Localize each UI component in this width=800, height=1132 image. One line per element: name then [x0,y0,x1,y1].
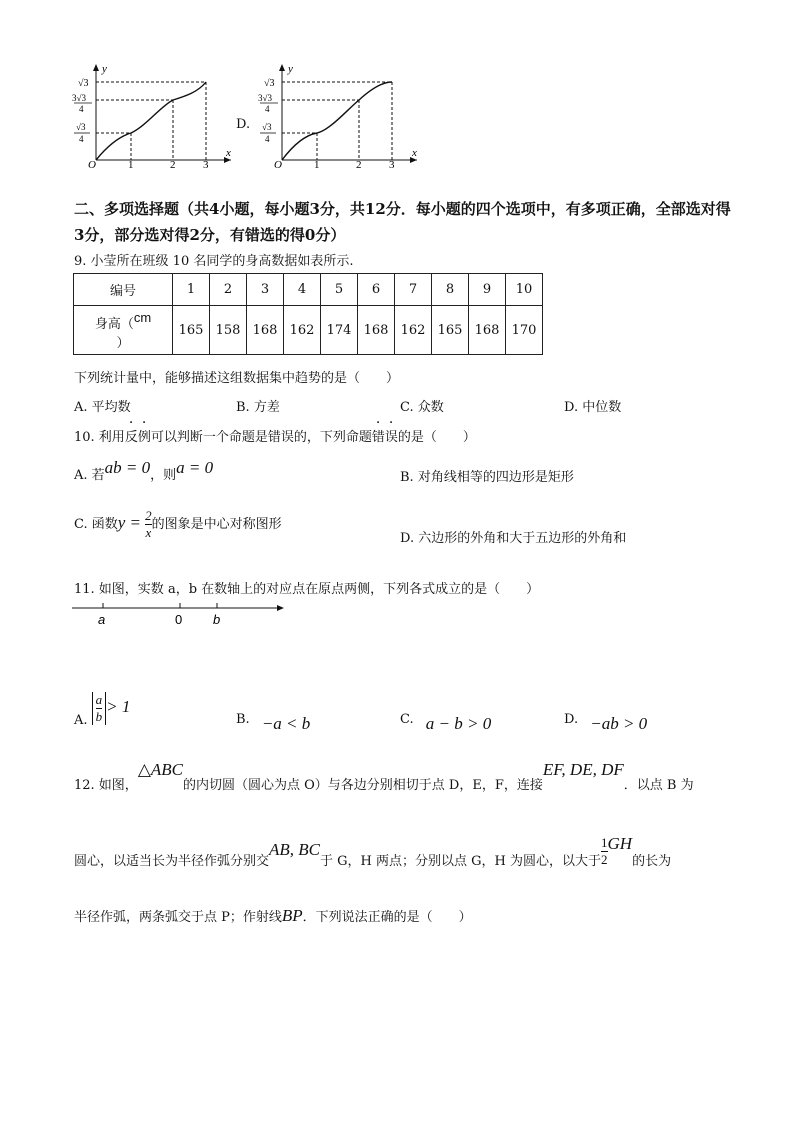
denominator: 2 [601,852,608,867]
math-expr: BP [281,906,303,925]
q12-line-2 [74,834,671,869]
q12-text: 12. 如图， [74,778,138,793]
math-expr: > 1 [106,697,131,716]
x-axis-label: x [412,147,417,159]
q10-option-c[interactable] [74,508,282,541]
x-tick-2: 2 [356,159,362,170]
y-axis-label: y [288,63,293,75]
table-header-id: 编号 [74,274,173,306]
q10-stem-part: 10. 利用 [74,430,125,445]
math-expr: −ab > 0 [590,714,648,733]
q11-option-c[interactable] [400,712,491,734]
math-expr: GH [607,834,633,853]
q11-stem: 11. 如图，实数 a，b 在数轴上的对应点在原点两侧，下列各式成立的是（ ） [74,582,540,597]
q9-option-c[interactable]: C. 众数 [400,400,444,415]
y-tick-sqrt3-4-num: √3 [262,122,272,132]
q9-question: 下列统计量中，能够描述这组数据集中趋势的是（ ） [74,371,400,386]
emphasis-char: 错 [371,430,385,445]
x-tick-3: 3 [203,159,209,170]
math-expr: a = 0 [176,458,214,477]
section-title: 二、多项选择题（共4小题，每小题3分，共12分．每小题的四个选项中，有多项正确，全部选对得3分，部分选对得2分，有错选的得0分） [74,200,731,244]
q9-stem: 9. 小莹所在班级 10 名同学的身高数据如表所示. [74,254,354,269]
table-cell: 10 [506,274,543,306]
table-cell: 4 [284,274,321,306]
denominator: x [145,525,152,540]
table-row [74,306,543,355]
fraction [96,692,103,725]
y-axis-label: y [102,63,107,75]
emphasis-char: 例 [137,430,151,445]
point-a-label: a [98,612,106,627]
math-expr: AB, BC [269,840,321,859]
y-tick-3sqrt3-den: 4 [79,104,84,114]
numerator: a [95,692,103,707]
table-cell: 1 [173,274,210,306]
x-tick-3: 3 [389,159,395,170]
table-cell: 6 [358,274,395,306]
q9-option-a[interactable]: A. 平均数 [74,400,131,415]
table-cell: 168 [358,306,395,355]
emphasis-char: 误 [384,430,398,445]
q10-option-b[interactable]: B. 对角线相等的四边形是矩形 [400,470,574,485]
y-tick-sqrt3-4-den: 4 [265,134,270,144]
q10-stem [74,426,476,445]
q12-line-1 [74,760,694,793]
option-label: A. [74,713,88,728]
numerator: 2 [145,508,152,523]
q12-text: ．下列说法正确的是（ ） [302,910,472,925]
option-label: D. [564,712,579,727]
math-expr: a − b > 0 [425,714,492,733]
graph-option-d [252,60,422,170]
q10-option-a[interactable] [74,458,213,483]
x-tick-2: 2 [170,159,176,170]
table-cell: 5 [321,274,358,306]
math-expr: y = [117,513,142,532]
y-tick-3sqrt3-num: 3√3 [72,93,86,103]
option-text: C. 函数 [74,517,118,532]
q10-stem-part: 可以判断一个命题是错误的，下列命题 [150,430,372,445]
y-tick-3sqrt3-num: 3√3 [258,93,272,103]
math-expr: ab = 0 [104,458,151,477]
q11-option-a[interactable] [74,692,130,728]
q11-option-d[interactable] [564,712,647,734]
table-cell: 158 [210,306,247,355]
q12-text: 于 G，H 两点；分别以点 G，H 为圆心，以大于 [320,854,601,869]
q10-option-d[interactable]: D. 六边形的外角和大于五边形的外角和 [400,531,627,546]
table-cell: 165 [432,306,469,355]
q12-text: 的长为 [632,854,672,869]
height-header-text: 身高（ [94,316,134,332]
numerator: 1 [601,835,608,850]
table-cell: 162 [284,306,321,355]
y-tick-sqrt3: √3 [264,78,275,89]
q9-option-b[interactable]: B. 方差 [236,400,280,415]
number-line [72,600,287,630]
q10-stem-part: 的是（ ） [397,430,476,445]
q12-line-3 [74,906,472,926]
option-text: A. 若 [74,468,105,483]
table-cell: 168 [469,306,506,355]
q11-option-b[interactable] [236,712,310,734]
table-cell: 170 [506,306,543,355]
origin-label: 0 [175,612,183,627]
q12-text: 圆心，以适当长为半径作弧分别交 [74,854,270,869]
table-cell: 2 [210,274,247,306]
denominator: b [95,709,103,724]
math-expr: EF, DE, DF [542,760,624,779]
table-cell: 165 [173,306,210,355]
table-cell: 168 [247,306,284,355]
emphasis-char: 反 [124,430,138,445]
y-tick-3sqrt3-den: 4 [265,104,270,114]
q12-text: 的内切圆（圆心为点 O）与各边分别相切于点 D，E，F，连接 [183,778,543,793]
height-table [73,273,543,355]
table-header-height [74,306,173,355]
math-expr: △ABC [137,760,183,779]
table-cell: 7 [395,274,432,306]
y-tick-sqrt3-4-den: 4 [79,134,84,144]
q9-option-d[interactable]: D. 中位数 [564,400,622,415]
option-text: ，则 [150,468,177,483]
absolute-value [92,692,107,725]
table-cell: 3 [247,274,284,306]
y-tick-sqrt3: √3 [78,78,89,89]
y-tick-sqrt3-4-num: √3 [76,122,86,132]
graph-option-c [66,60,236,170]
option-text: 的图象是中心对称图形 [151,517,282,532]
option-label: C. [400,712,414,727]
table-row [74,274,543,306]
x-tick-1: 1 [128,159,134,170]
x-tick-1: 1 [314,159,320,170]
origin-label: O [88,159,96,170]
option-d-label: D. [236,117,251,132]
q12-text: 半径作弧，两条弧交于点 P；作射线 [74,910,282,925]
height-unit: cm [133,309,152,325]
option-label: B. [236,712,250,727]
point-b-label: b [213,612,221,627]
origin-label: O [274,159,282,170]
table-cell: 8 [432,274,469,306]
table-cell: 9 [469,274,506,306]
q12-text: ．以点 B 为 [623,778,694,793]
math-expr: −a < b [261,714,311,733]
table-cell: 174 [321,306,358,355]
x-axis-label: x [226,147,231,159]
table-cell: 162 [395,306,432,355]
height-header-close: ） [116,335,130,351]
